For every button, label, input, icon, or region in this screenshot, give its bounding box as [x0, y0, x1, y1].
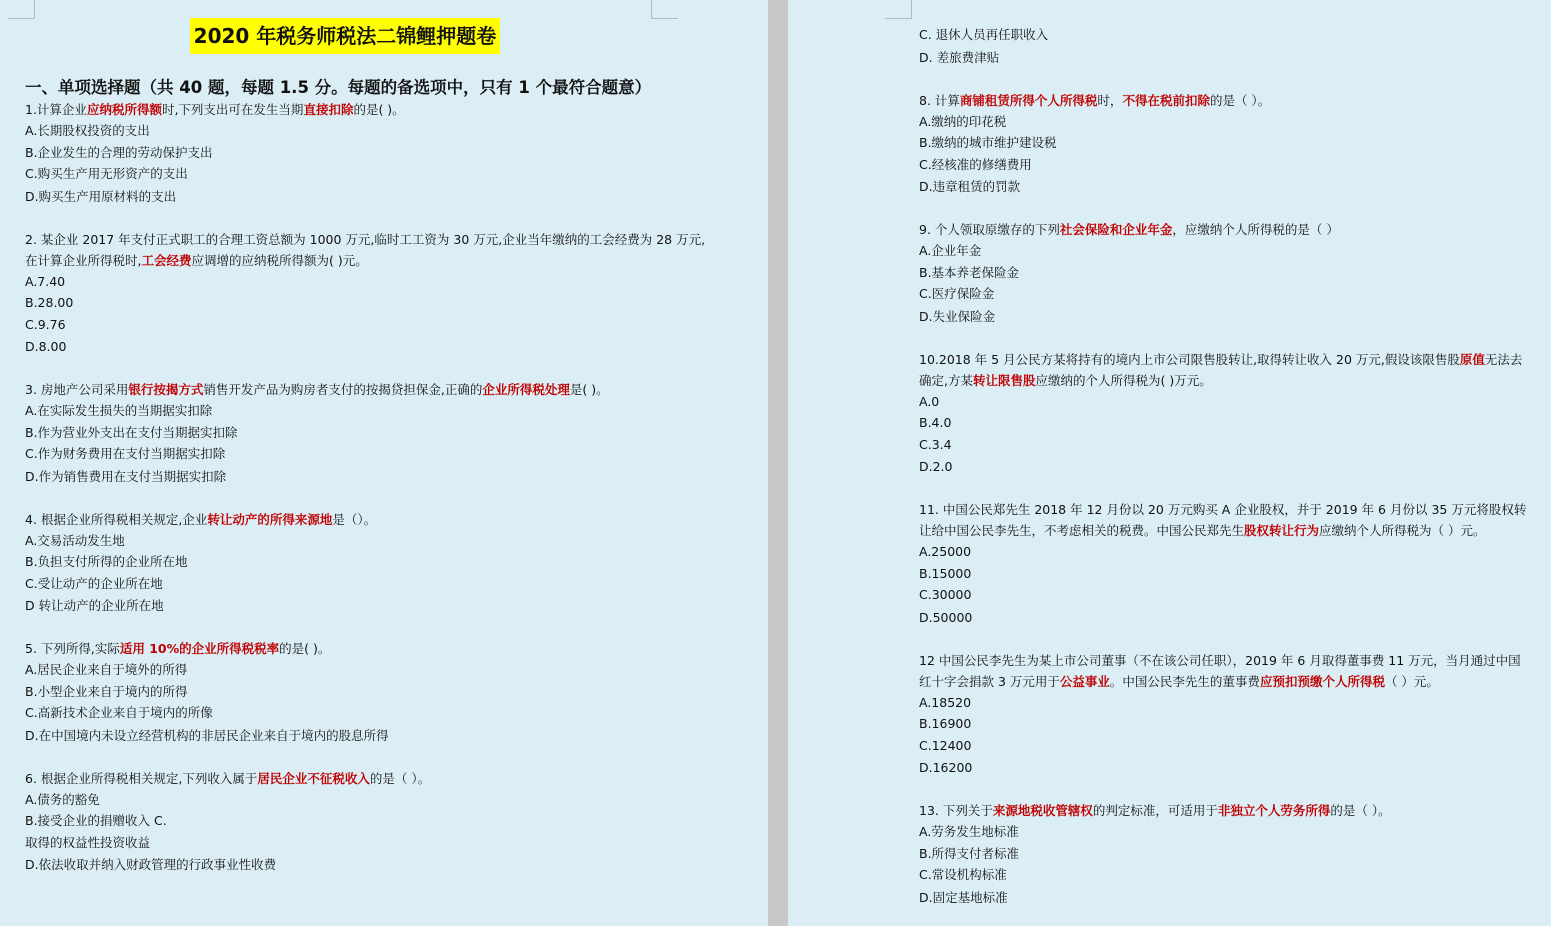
- question-text-segment: 5. 下列所得,实际: [25, 641, 120, 656]
- answer-option: B.15000: [919, 565, 972, 581]
- question-item: [25, 379, 715, 489]
- right-question-list: [919, 24, 1529, 910]
- question-text-segment: 的是（ ）。: [369, 770, 431, 786]
- question-text: [919, 650, 1529, 692]
- question-item: [25, 638, 715, 748]
- question-item: [25, 768, 715, 878]
- answer-option: C.作为财务费用在支付当期据实扣除: [25, 446, 226, 461]
- highlighted-keyword: 原值: [1459, 351, 1485, 367]
- question-item: [919, 499, 1529, 630]
- answer-option: C. 退休人员再任职收入: [919, 27, 1049, 42]
- question-item: [25, 99, 715, 209]
- question-text: [919, 219, 1529, 240]
- question-item: [919, 90, 1529, 200]
- answer-option: B.缴纳的城市维护建设税: [919, 135, 1057, 150]
- answer-option: 取得的权益性投资收益: [25, 834, 151, 850]
- highlighted-keyword: 居民企业不征税收入: [257, 770, 370, 786]
- answer-option: A.债务的豁免: [25, 791, 100, 807]
- answer-option: B.接受企业的捐赠收入 C.: [25, 813, 167, 828]
- question-text: [25, 509, 715, 530]
- highlighted-keyword: 应预扣预缴个人所得税: [1259, 673, 1385, 689]
- question-text-segment: 13. 下列关于: [919, 803, 993, 818]
- answer-option: B.所得支付者标准: [919, 845, 1020, 861]
- answer-option: B.小型企业来自于境内的所得: [25, 683, 188, 699]
- answer-option: A.在实际发生损失的当期据实扣除: [25, 403, 213, 418]
- question-text-segment: 11. 中国公民郑先生 2018 年 12 月份以 20 万元购买 A 企业股权，并于 2019 年 6 月份以 35 万元将股权转让给中国公民李先生，不考虑相关的税费。中国公民郑先生: [919, 502, 1527, 538]
- answer-option: A.长期股权投资的支出: [25, 123, 150, 138]
- highlighted-keyword: 直接扣除: [303, 102, 354, 117]
- answer-option: C.高新技术企业来自于境内的所像: [25, 705, 213, 720]
- highlighted-keyword: 应纳税所得额: [86, 102, 162, 117]
- answer-option: C.医疗保险金: [919, 286, 995, 301]
- question-text-segment: （ ）元。: [1384, 673, 1439, 689]
- answer-option: A.居民企业来自于境外的所得: [25, 662, 188, 677]
- question-text: [919, 499, 1529, 541]
- question-item: [919, 219, 1529, 329]
- highlighted-keyword: 银行按揭方式: [128, 382, 204, 397]
- left-question-list: [25, 99, 715, 877]
- answer-option: C.受让动产的企业所在地: [25, 575, 163, 591]
- question-text-segment: 4. 根据企业所得税相关规定,企业: [25, 511, 208, 527]
- highlighted-keyword: 商铺租赁所得个人所得税: [959, 92, 1098, 108]
- question-text-segment: 。中国公民李先生的董事费: [1109, 673, 1260, 689]
- left-page: [0, 0, 768, 926]
- highlighted-keyword: 转让限售股: [972, 372, 1036, 388]
- question-text-segment: 时,下列支出可在发生当期: [161, 102, 304, 117]
- question-text: [25, 379, 715, 400]
- question-text-segment: 应缴纳个人所得税为（ ）元。: [1319, 523, 1486, 538]
- question-text: [25, 638, 715, 659]
- question-text-segment: 的是（ ）。: [1330, 803, 1391, 818]
- question-text-segment: 3. 房地产公司采用: [25, 382, 129, 397]
- question-text-segment: 销售开发产品为购房者支付的按揭贷担保金,正确的: [203, 382, 483, 397]
- page-corner-mark: [651, 0, 678, 19]
- question-text-segment: 10.2018 年 5 月公民方某将持有的境内上市公司限售股转让,取得转让收入 20 万元,假设该限售股: [919, 351, 1460, 367]
- answer-option: D 转让动产的企业所在地: [25, 598, 164, 613]
- question-text-segment: 无法去确定,方某: [919, 351, 1523, 388]
- answer-option: D.固定基地标准: [919, 889, 1008, 905]
- answer-option: D.失业保险金: [919, 308, 996, 324]
- answer-option: C.9.76: [25, 316, 66, 332]
- question-text-segment: 应调增的应纳税所得额为( )元。: [191, 252, 368, 268]
- question-text: [919, 90, 1529, 111]
- highlighted-keyword: 来源地税收管辖权: [992, 803, 1093, 818]
- section-heading: 一、单项选择题（共 40 题，每题 1.5 分。每题的备选项中，只有 1 个最符合题意）: [25, 78, 652, 97]
- highlighted-keyword: 公益事业: [1059, 673, 1110, 689]
- answer-option: D.依法收取并纳入财政管理的行政事业性收费: [25, 857, 277, 872]
- answer-option: D.2.0: [919, 459, 953, 474]
- question-text-segment: 应缴纳的个人所得税为( )万元。: [1035, 372, 1212, 388]
- answer-option: A.交易活动发生地: [25, 532, 125, 548]
- answer-option: B.基本养老保险金: [919, 264, 1020, 280]
- question-text-segment: 时，: [1097, 92, 1123, 108]
- question-text-segment: 的是（ ）。: [1209, 92, 1271, 108]
- right-page-content: [919, 24, 1529, 926]
- highlighted-keyword: 企业所得税处理: [482, 382, 570, 397]
- answer-option: A.25000: [919, 544, 972, 559]
- question-text-segment: 12 中国公民李先生为某上市公司董事（不在该公司任职），2019 年 6 月取得董事费 11 万元，当月通过中国红十字会捐款 3 万元用于: [919, 652, 1521, 689]
- answer-option: C.常设机构标准: [919, 867, 1007, 882]
- answer-option: A.0: [919, 393, 940, 409]
- answer-option: A.7.40: [25, 273, 66, 289]
- question-text-segment: 的判定标准，可适用于: [1092, 803, 1218, 818]
- answer-option: D.8.00: [25, 339, 67, 354]
- title-block: [25, 18, 655, 54]
- question-text-segment: 2. 某企业 2017 年支付正式职工的合理工资总额为 1000 万元,临时工工资为 30 万元,企业当年缴纳的工会经费为 28 万元,在计算企业所得税时,: [25, 231, 706, 268]
- highlighted-keyword: 股权转让行为: [1244, 523, 1320, 538]
- question-text-segment: 的是( )。: [279, 641, 331, 656]
- answer-option: D.违章租赁的罚款: [919, 179, 1021, 194]
- answer-option: B.4.0: [919, 415, 952, 430]
- question-item: [25, 229, 715, 360]
- page-corner-mark: [885, 0, 912, 19]
- page-corner-mark: [8, 0, 35, 19]
- question-item: [919, 349, 1529, 480]
- page-gap: [768, 0, 788, 926]
- highlighted-keyword: 社会保险和企业年金: [1059, 222, 1173, 237]
- document-title: 2020 年税务师税法二锦鲤押题卷: [190, 18, 501, 54]
- highlighted-keyword: 非独立个人劳务所得: [1217, 803, 1331, 818]
- answer-option: C.经核准的修缮费用: [919, 156, 1032, 172]
- question-text: [919, 800, 1529, 821]
- answer-option: B.企业发生的合理的劳动保护支出: [25, 144, 213, 160]
- answer-option: C.3.4: [919, 436, 952, 452]
- question-text-segment: 1.计算企业: [25, 102, 87, 117]
- question-text: [25, 99, 715, 120]
- answer-option: C.30000: [919, 587, 972, 602]
- answer-option: B.16900: [919, 716, 972, 731]
- answer-option: A.缴纳的印花税: [919, 113, 1007, 129]
- question-text-segment: 6. 根据企业所得税相关规定,下列收入属于: [25, 770, 258, 786]
- answer-option: D.作为销售费用在支付当期据实扣除: [25, 468, 227, 484]
- answer-option: A.18520: [919, 694, 972, 710]
- answer-option: A.劳务发生地标准: [919, 824, 1019, 839]
- answer-option: D.16200: [919, 760, 973, 775]
- question-text-segment: 的是( )。: [353, 102, 405, 117]
- question-text-segment: 8. 计算: [919, 92, 960, 108]
- highlighted-keyword: 转让动产的所得来源地: [207, 511, 333, 527]
- highlighted-keyword: 不得在税前扣除: [1122, 92, 1210, 108]
- highlighted-keyword: 工会经费: [141, 252, 192, 268]
- answer-option: C.12400: [919, 737, 972, 753]
- answer-option: B.作为营业外支出在支付当期据实扣除: [25, 424, 238, 440]
- answer-option: D.购买生产用原材料的支出: [25, 188, 177, 204]
- question-text-segment: 9. 个人领取原缴存的下列: [919, 222, 1060, 237]
- question-item: [919, 800, 1529, 910]
- question-text: [25, 229, 715, 271]
- question-text: [25, 768, 715, 789]
- right-page: [788, 0, 1551, 926]
- answer-option: A.企业年金: [919, 243, 982, 258]
- question-text-segment: 是（）。: [332, 511, 377, 527]
- answer-option: D.在中国境内未设立经营机构的非居民企业来自于境内的股息所得: [25, 727, 389, 743]
- answer-option: B.28.00: [25, 295, 74, 310]
- question-item: [919, 24, 1529, 70]
- question-item: [25, 509, 715, 619]
- question-text: [919, 349, 1529, 391]
- left-page-content: [25, 18, 715, 897]
- answer-option: C.购买生产用无形资产的支出: [25, 166, 188, 181]
- question-item: [919, 650, 1529, 781]
- question-text-segment: 是( )。: [569, 382, 609, 397]
- question-text-segment: ，应缴纳个人所得税的是（ ）: [1172, 222, 1339, 237]
- answer-option: D.50000: [919, 609, 973, 625]
- highlighted-keyword: 适用 10%的企业所得税税率: [119, 641, 280, 656]
- answer-option: D. 差旅费津贴: [919, 49, 1000, 65]
- answer-option: B.负担支付所得的企业所在地: [25, 554, 188, 569]
